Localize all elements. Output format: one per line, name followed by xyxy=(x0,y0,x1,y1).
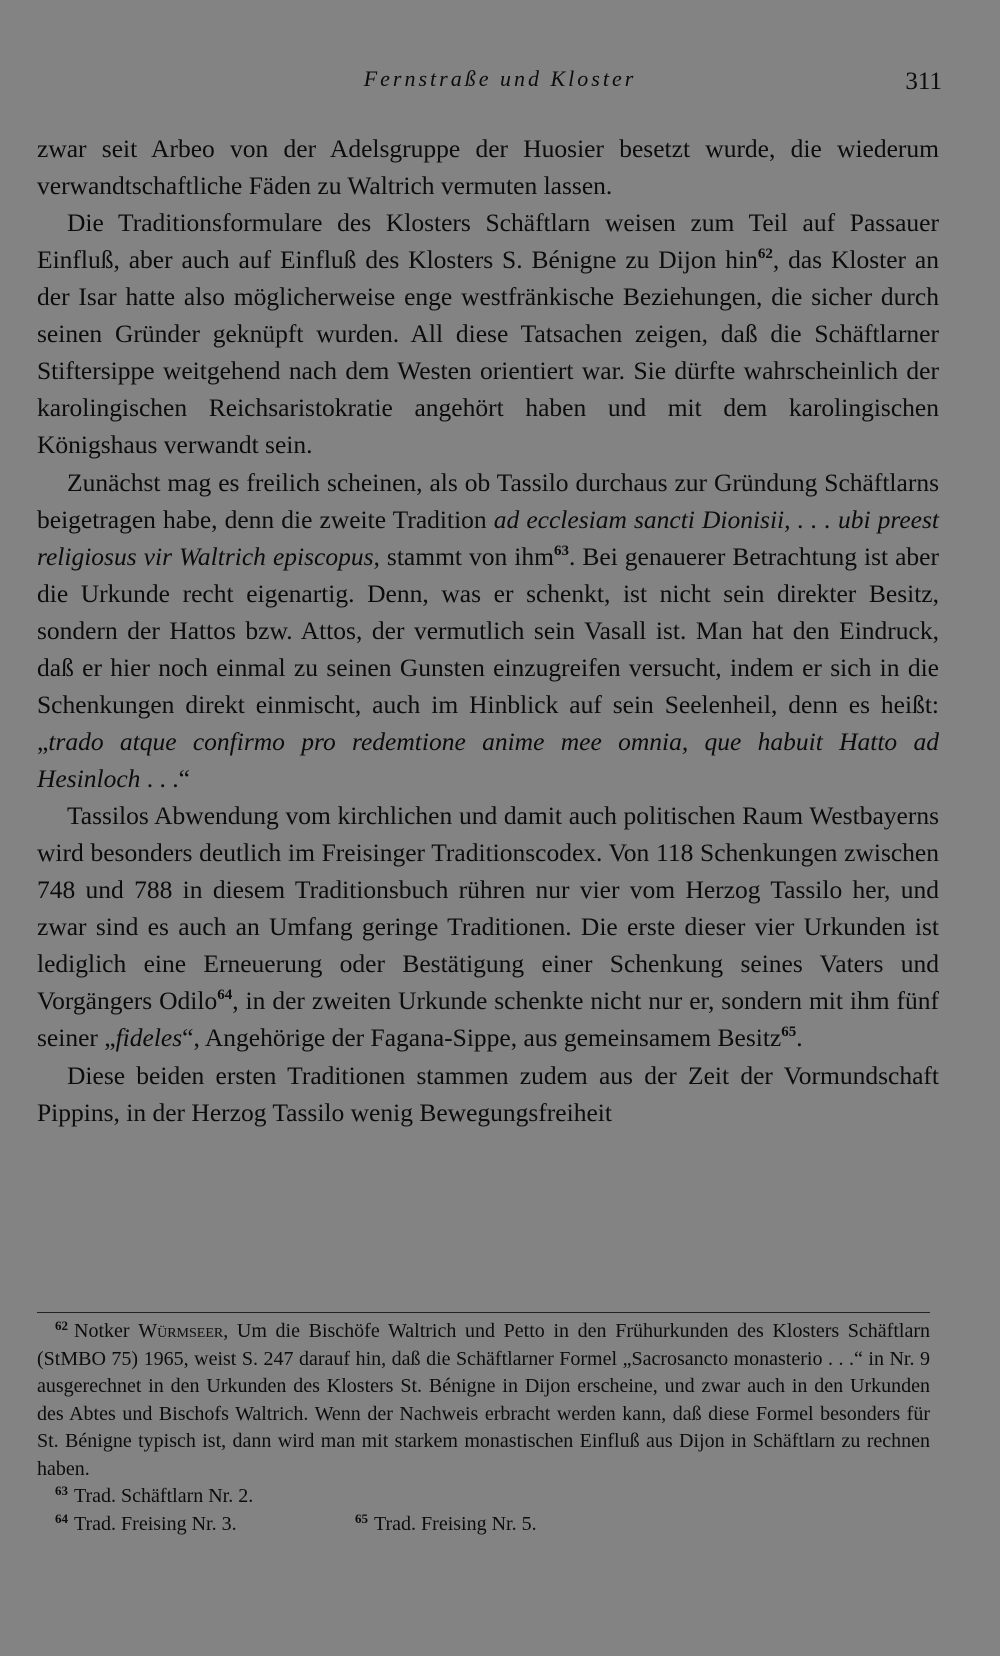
paragraph xyxy=(37,130,939,204)
text-run: Tassilos Abwendung vom kirchlichen und damit auch politischen Raum Westbayerns wird besonders deutlich im Freisinger Traditionscodex. Von 118 Schenkungen zwischen 748 und 788 in diesem Traditionsbuch rühren nur vier vom Herzog Tassilo her, und zwar sind es auch an Umfang geringe Traditionen. Die erste dieser vier Urkunden ist lediglich eine Erneuerung oder Bestätigung einer Schenkung seines Vaters und Vorgängers Odilo xyxy=(37,801,939,1015)
footnotes xyxy=(37,1318,930,1538)
paragraph xyxy=(37,1057,939,1131)
page-header xyxy=(0,64,1000,104)
footnote-reference[interactable]: 64 xyxy=(217,987,233,1003)
text-run: Trad. Schäftlarn Nr. 2. xyxy=(74,1485,254,1507)
footnote-row xyxy=(37,1511,930,1539)
footnote-reference[interactable]: 63 xyxy=(553,543,569,559)
text-run: Diese beiden ersten Traditionen stammen zudem aus der Zeit der Vormundschaft Pippins, in der Herzog Tassilo wenig Bewegungsfreiheit xyxy=(37,1061,939,1127)
paragraph xyxy=(37,464,939,797)
paragraph xyxy=(37,204,939,463)
footnote-separator-rule xyxy=(37,1312,930,1313)
footnote-number: 63 xyxy=(55,1483,68,1498)
latin-quotation: trado atque confirmo pro redemtione anime mee omnia, que habuit Hatto ad Hesinloch xyxy=(37,727,939,793)
footnote-62 xyxy=(37,1318,930,1483)
author-name: Würmseer xyxy=(138,1320,224,1342)
body-text xyxy=(37,130,939,1131)
footnote-63 xyxy=(37,1483,930,1511)
footnote-number: 62 xyxy=(55,1318,68,1333)
footnote-number: 65 xyxy=(355,1510,368,1526)
text-run: Zunächst mag es freilich scheinen, als ob Tassilo durchaus zur Gründung Schäftlarns beigetragen habe, denn die zweite Tradition xyxy=(37,468,939,534)
text-run: Die Traditionsformulare des Klosters Schäftlarn weisen zum Teil auf Passauer Einfluß, aber auch auf Einfluß des Klosters S. Bénigne zu Dijon hin xyxy=(37,208,939,274)
text-run: . . .“ xyxy=(140,764,190,793)
text-run: . xyxy=(796,1023,803,1052)
page-number: 311 xyxy=(905,68,942,95)
text-run: Trad. Freising Nr. 3. xyxy=(74,1512,237,1535)
paragraph xyxy=(37,797,939,1056)
text-run: , das Kloster an der Isar hatte also möglicherweise enge westfränkische Beziehungen, die sicher durch seinen Gründer geknüpft wurden. All diese Tatsachen zeigen, daß die Schäftlarner Stiftersippe weitgehend nach dem Westen orientiert war. Sie dürfte wahrscheinlich der karolingischen Reichsaristokratie angehört haben und mit dem karolingischen Königshaus verwandt sein. xyxy=(37,245,939,459)
text-run: , in der zweiten Urkunde schenkte nicht nur er, sondern mit ihm fünf seiner „ xyxy=(37,986,939,1052)
text-run: “, Angehörige der Fagana-Sippe, aus gemeinsamem Besitz xyxy=(182,1023,782,1052)
footnote-number: 64 xyxy=(55,1510,68,1526)
text-run: zwar seit Arbeo von der Adelsgruppe der Huosier besetzt wurde, die wiederum verwandtschaftliche Fäden zu Waltrich vermuten lassen. xyxy=(37,134,939,200)
footnote-65 xyxy=(337,1511,637,1539)
running-title: Fernstraße und Kloster xyxy=(363,66,637,91)
footnote-reference[interactable]: 65 xyxy=(781,1024,797,1040)
latin-quotation: ad ecclesiam sancti Dionisii, . . . ubi preest religiosus vir Waltrich episcopus, xyxy=(37,505,939,571)
latin-term: fideles xyxy=(115,1023,183,1052)
text-run: , Um die Bischöfe Waltrich und Petto in den Frühurkunden des Klosters Schäftlarn (StMBO 75) 1965, weist S. 247 darauf hin, daß die Schäftlarner Formel „Sacrosancto monasterio . . .“ in Nr. 9 ausgerechnet in den Urkunden des Klosters St. Bénigne in Dijon erscheine, und zwar auch in den Urkunden des Abtes und Bischofs Waltrich. Wenn der Nachweis erbracht werden kann, daß diese Formel besonders für St. Bénigne typisch ist, dann wird man mit starkem monastischen Einfluß aus Dijon in Schäftlarn zu rechnen haben. xyxy=(37,1320,930,1480)
text-run: Notker xyxy=(74,1320,139,1342)
footnote-64 xyxy=(37,1511,337,1539)
text-run: Trad. Freising Nr. 5. xyxy=(374,1512,537,1535)
text-run: stammt von ihm xyxy=(379,542,554,571)
text-run: . Bei genauerer Betrachtung ist aber die Urkunde recht eigenartig. Denn, was er schenkt, ist nicht sein direkter Besitz, sondern der Hattos bzw. Attos, der vermutlich sein Vasall ist. Man hat den Eindruck, daß er hier noch einmal zu seinen Gunsten einzugreifen versucht, indem er sich in die Schenkungen direkt einmischt, auch im Hinblick auf sein Seelenheil, denn es heißt: „ xyxy=(37,542,939,756)
footnote-reference[interactable]: 62 xyxy=(757,246,773,262)
